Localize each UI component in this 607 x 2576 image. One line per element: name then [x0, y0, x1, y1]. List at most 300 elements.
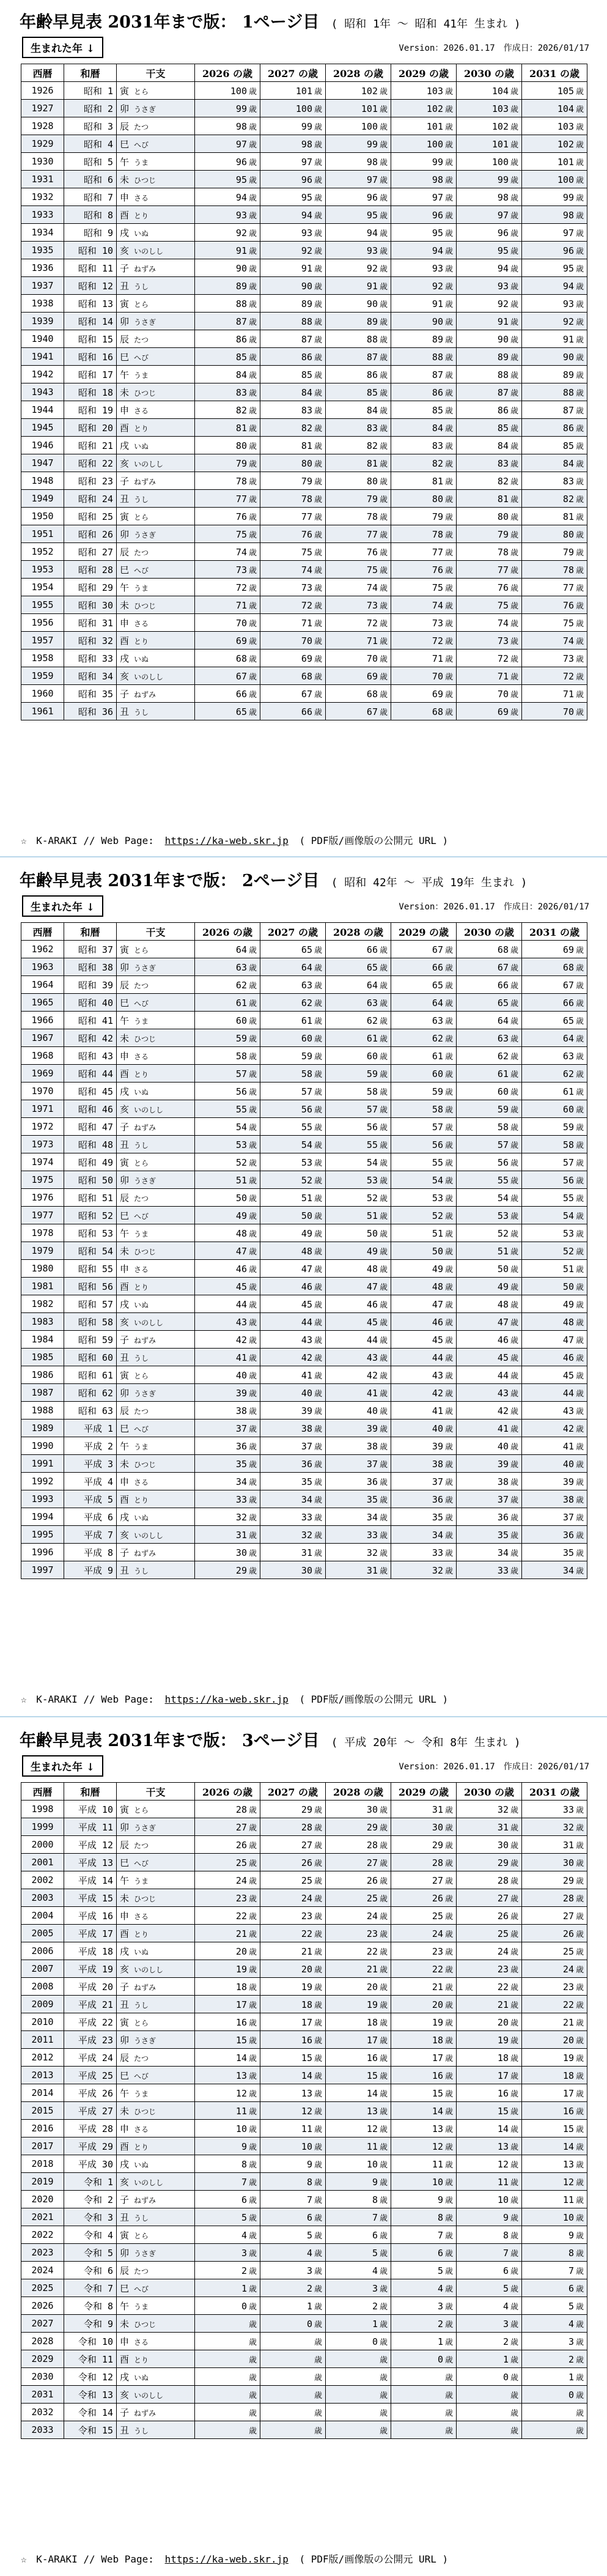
eto-kanji: 卯 [120, 1174, 130, 1186]
age-unit: 歳 [510, 2125, 518, 2134]
cell-age [195, 2315, 260, 2333]
eto-reading: ひつじ [134, 176, 156, 185]
age-unit: 歳 [575, 2000, 584, 2010]
age-unit: 歳 [444, 1876, 453, 1886]
age-unit: 歳 [510, 1034, 518, 1044]
cell-age [326, 135, 391, 153]
cell-age [522, 2315, 587, 2333]
age-unit: 歳 [379, 105, 388, 114]
cell-age [326, 313, 391, 330]
cell-age [195, 2368, 260, 2386]
cell-seireki: 1997 [21, 1561, 64, 1579]
age-unit: 歳 [510, 1478, 518, 1487]
footer-link[interactable]: https://ka-web.skr.jp [164, 835, 289, 846]
cell-age [260, 2191, 326, 2208]
cell-eto [117, 667, 195, 685]
age-value: 102 [491, 120, 509, 132]
cell-age [195, 1065, 260, 1083]
age-unit: 歳 [314, 708, 322, 717]
age-unit: 歳 [510, 2302, 518, 2312]
cell-age [391, 1437, 457, 1455]
age-value: 45 [366, 1316, 378, 1328]
cell-eto [117, 313, 195, 330]
age-unit: 歳 [510, 353, 518, 363]
age-unit: 歳 [379, 424, 388, 434]
age-value: 9 [437, 2194, 443, 2205]
cell-seireki: 1928 [21, 117, 64, 135]
eto-reading: とり [134, 637, 149, 646]
age-unit: 歳 [248, 566, 257, 576]
age-unit: 歳 [248, 672, 257, 682]
cell-age [391, 1907, 457, 1925]
eto-reading: いぬ [134, 229, 149, 238]
age-value: 65 [562, 1015, 574, 1026]
eto-reading: さる [134, 406, 149, 415]
cell-age [522, 206, 587, 224]
age-value: 56 [432, 1139, 443, 1150]
column-header: 和暦 [64, 64, 117, 82]
cell-seireki: 2031 [21, 2386, 64, 2404]
age-unit: 歳 [510, 1247, 518, 1257]
eto-kanji: 申 [120, 2123, 130, 2134]
table-row [21, 2350, 587, 2368]
age-value: 75 [562, 617, 574, 629]
cell-age [391, 2208, 457, 2226]
age-unit: 歳 [575, 708, 584, 717]
cell-seireki: 1992 [21, 1473, 64, 1490]
age-value: 78 [432, 528, 443, 540]
footer-link[interactable]: https://ka-web.skr.jp [164, 2553, 289, 2565]
cell-age [522, 1907, 587, 1925]
born-year-label: 生まれた年 ↓ [22, 1755, 103, 1777]
age-value: 25 [497, 1928, 509, 1939]
age-unit: 歳 [314, 176, 322, 185]
age-unit: 歳 [314, 2373, 322, 2383]
age-value: 3 [502, 2318, 509, 2330]
eto-reading: たつ [134, 122, 149, 131]
cell-age [457, 1836, 522, 1854]
age-unit: 歳 [379, 1460, 388, 1470]
footer-prefix: K-ARAKI // Web Page: [36, 835, 154, 846]
cell-age [522, 171, 587, 188]
age-unit: 歳 [510, 1371, 518, 1381]
age-unit: 歳 [575, 566, 584, 576]
cell-seireki: 2019 [21, 2173, 64, 2191]
cell-age [326, 1136, 391, 1153]
born-year-label: 生まれた年 ↓ [22, 895, 103, 917]
age-value: 42 [235, 1334, 247, 1345]
age-unit: 歳 [510, 672, 518, 682]
age-unit: 歳 [314, 566, 322, 576]
age-value: 37 [366, 1458, 378, 1470]
table-row [21, 206, 587, 224]
eto-reading: うし [134, 1566, 149, 1575]
age-value: 46 [497, 1334, 509, 1345]
table-row [21, 596, 587, 614]
cell-age [195, 1207, 260, 1224]
cell-wareki: 昭和 19 [64, 401, 117, 419]
age-unit: 歳 [444, 282, 453, 292]
cell-age [195, 383, 260, 401]
cell-age [260, 1295, 326, 1313]
age-value: 82 [235, 404, 247, 416]
age-unit: 歳 [248, 2267, 257, 2276]
cell-age [195, 1047, 260, 1065]
cell-age [326, 1224, 391, 1242]
cell-age [457, 941, 522, 958]
cell-age [260, 1508, 326, 1526]
page-2 [13, 859, 594, 1715]
table-row [21, 2173, 587, 2191]
cell-eto [117, 2013, 195, 2031]
age-value: 95 [366, 209, 378, 221]
age-value: 83 [497, 457, 509, 469]
cell-age [260, 1118, 326, 1136]
age-unit: 歳 [510, 1158, 518, 1168]
age-unit: 歳 [444, 1549, 453, 1558]
age-value: 67 [235, 670, 247, 682]
cell-age [457, 117, 522, 135]
age-unit: 歳 [510, 1841, 518, 1851]
cell-age [195, 2102, 260, 2120]
cell-age [391, 1171, 457, 1189]
age-value: 76 [301, 528, 312, 540]
cell-seireki: 2011 [21, 2031, 64, 2049]
cell-age [195, 543, 260, 561]
cell-age [260, 1942, 326, 1960]
table-row [21, 1366, 587, 1384]
cell-age [522, 2191, 587, 2208]
doc-title-text: 年齢早見表 2031年まで版： [20, 872, 237, 890]
age-unit: 歳 [379, 2267, 388, 2276]
age-unit: 歳 [444, 1070, 453, 1079]
age-value: 92 [432, 280, 443, 292]
cell-age [522, 135, 587, 153]
cell-age [195, 1012, 260, 1029]
eto-reading: とり [134, 424, 149, 433]
age-value: 18 [432, 2034, 443, 2046]
cell-age [391, 188, 457, 206]
cell-age [260, 1029, 326, 1047]
age-unit: 歳 [248, 1300, 257, 1310]
cell-age [522, 1561, 587, 1579]
cell-wareki: 平成 27 [64, 2102, 117, 2120]
age-value: 83 [562, 475, 574, 487]
eto-kanji: 戌 [120, 653, 130, 664]
age-value: 32 [497, 1804, 509, 1815]
cell-age [391, 579, 457, 596]
eto-kanji: 巳 [120, 2070, 130, 2081]
cell-age [522, 1818, 587, 1836]
cell-age [457, 1136, 522, 1153]
cell-seireki: 1967 [21, 1029, 64, 1047]
age-value: 22 [497, 1981, 509, 1993]
age-value: 102 [426, 103, 443, 114]
age-value: 36 [432, 1493, 443, 1505]
cell-age [391, 437, 457, 454]
cell-seireki: 2007 [21, 1960, 64, 1978]
age-unit: 歳 [248, 2071, 257, 2081]
cell-wareki: 昭和 61 [64, 1366, 117, 1384]
age-unit: 歳 [248, 105, 257, 114]
cell-eto [117, 117, 195, 135]
eto-reading: とら [134, 1371, 149, 1380]
eto-kanji: 子 [120, 475, 130, 487]
age-value: 21 [301, 1945, 312, 1957]
cell-wareki: 昭和 27 [64, 543, 117, 561]
cell-age [260, 1561, 326, 1579]
age-value: 26 [235, 1839, 247, 1851]
eto-kanji: 午 [120, 1227, 130, 1239]
age-unit: 歳 [444, 193, 453, 203]
eto-reading: とら [134, 2018, 149, 2027]
cell-age [195, 1278, 260, 1295]
age-unit: 歳 [379, 1531, 388, 1541]
eto-kanji: 亥 [120, 1103, 130, 1115]
age-value: 23 [366, 1928, 378, 1939]
age-unit: 歳 [575, 1070, 584, 1079]
age-unit: 歳 [248, 583, 257, 593]
age-unit: 歳 [510, 1016, 518, 1026]
age-unit: 歳 [248, 388, 257, 398]
cell-seireki: 2005 [21, 1925, 64, 1942]
cell-age [391, 1189, 457, 1207]
cell-eto [117, 277, 195, 295]
age-value: 71 [235, 599, 247, 611]
eto-kanji: 亥 [120, 2389, 130, 2400]
age-unit: 歳 [444, 1912, 453, 1922]
age-unit: 歳 [444, 946, 453, 955]
age-unit: 歳 [379, 1876, 388, 1886]
cell-age [195, 2350, 260, 2368]
cell-age [391, 1029, 457, 1047]
cell-age [326, 1544, 391, 1561]
age-unit: 歳 [575, 2089, 584, 2099]
age-value: 52 [366, 1192, 378, 1204]
cell-eto [117, 1100, 195, 1118]
cell-age [260, 685, 326, 703]
cell-age [326, 1349, 391, 1366]
age-unit: 歳 [314, 1495, 322, 1505]
cell-age [391, 1419, 457, 1437]
cell-eto [117, 1801, 195, 1818]
eto-kanji: 寅 [120, 2016, 130, 2028]
cell-age [457, 348, 522, 366]
cell-age [457, 1153, 522, 1171]
eto-reading: ひつじ [134, 1247, 156, 1256]
table-row [21, 1295, 587, 1313]
cell-wareki: 昭和 33 [64, 650, 117, 667]
cell-age [522, 1278, 587, 1295]
cell-age [391, 206, 457, 224]
age-value: 34 [432, 1529, 443, 1541]
cell-age [326, 1801, 391, 1818]
age-unit: 歳 [248, 1442, 257, 1452]
cell-age [326, 1100, 391, 1118]
table-row [21, 383, 587, 401]
age-value: 9 [372, 2176, 378, 2188]
cell-age [391, 2279, 457, 2297]
age-unit: 歳 [248, 1336, 257, 1345]
age-value: 21 [497, 1999, 509, 2010]
age-unit: 歳 [248, 601, 257, 611]
cell-age [457, 472, 522, 490]
age-unit: 歳 [575, 2284, 584, 2294]
cell-age [195, 1836, 260, 1854]
age-unit: 歳 [575, 1805, 584, 1815]
age-unit: 歳 [248, 1407, 257, 1416]
age-unit: 歳 [314, 1876, 322, 1886]
age-unit: 歳 [314, 335, 322, 345]
age-unit: 歳 [444, 1212, 453, 1221]
cell-age [457, 1437, 522, 1455]
age-unit: 歳 [248, 1141, 257, 1150]
age-value: 89 [301, 298, 312, 309]
age-value: 19 [235, 1963, 247, 1975]
age-value: 89 [366, 316, 378, 327]
age-value: 1 [306, 2300, 312, 2312]
age-unit: 歳 [575, 2160, 584, 2170]
age-unit: 歳 [575, 690, 584, 700]
age-value: 93 [432, 262, 443, 274]
cell-age [326, 1260, 391, 1278]
cell-age [326, 1818, 391, 1836]
age-unit: 歳 [314, 2391, 322, 2400]
cell-age [260, 1818, 326, 1836]
cell-age [457, 1278, 522, 1295]
cell-age [195, 2421, 260, 2439]
cell-age [522, 1925, 587, 1942]
age-value: 96 [366, 191, 378, 203]
age-value: 31 [235, 1529, 247, 1541]
cell-eto [117, 1349, 195, 1366]
cell-age [195, 490, 260, 508]
eto-kanji: 丑 [120, 2211, 130, 2223]
age-value: 76 [497, 582, 509, 593]
cell-age [522, 1871, 587, 1889]
age-value: 29 [432, 1839, 443, 1851]
age-unit: 歳 [379, 981, 388, 991]
cell-age [326, 490, 391, 508]
cell-age [391, 958, 457, 976]
age-unit: 歳 [444, 1141, 453, 1150]
age-unit: 歳 [314, 1389, 322, 1399]
cell-eto [117, 2279, 195, 2297]
age-value: 61 [366, 1032, 378, 1044]
age-value: 15 [497, 2105, 509, 2117]
age-unit: 歳 [575, 1894, 584, 1904]
table-row [21, 561, 587, 579]
age-value: 13 [235, 2070, 247, 2081]
cell-eto [117, 1473, 195, 1490]
cell-seireki: 1954 [21, 579, 64, 596]
eto-kanji: 卯 [120, 316, 130, 327]
age-value: 48 [366, 1263, 378, 1275]
age-unit: 歳 [510, 2267, 518, 2276]
age-value: 94 [366, 227, 378, 239]
age-value: 25 [301, 1875, 312, 1886]
cell-eto [117, 171, 195, 188]
age-unit: 歳 [314, 1549, 322, 1558]
eto-kanji: 卯 [120, 2034, 130, 2046]
cell-eto [117, 1224, 195, 1242]
cell-age [522, 1490, 587, 1508]
age-unit: 歳 [575, 1912, 584, 1922]
eto-kanji: 申 [120, 191, 130, 203]
age-unit: 歳 [248, 1016, 257, 1026]
age-unit: 歳 [575, 388, 584, 398]
age-unit: 歳 [444, 2231, 453, 2241]
cell-age [457, 2262, 522, 2279]
eto-kanji: 丑 [120, 2424, 130, 2436]
table-row [21, 1455, 587, 1473]
cell-age [522, 2226, 587, 2244]
table-row [21, 242, 587, 259]
age-unit: 歳 [314, 963, 322, 973]
cell-wareki: 昭和 26 [64, 525, 117, 543]
age-value: 38 [301, 1423, 312, 1434]
age-value: 33 [301, 1511, 312, 1523]
cell-wareki: 平成 7 [64, 1526, 117, 1544]
cell-age [522, 2368, 587, 2386]
cell-age [391, 941, 457, 958]
cell-age [457, 1224, 522, 1242]
age-value: 59 [562, 1121, 574, 1133]
age-unit: 歳 [248, 2320, 257, 2330]
cell-age [391, 2031, 457, 2049]
age-unit: 歳 [575, 2178, 584, 2188]
cell-age [457, 313, 522, 330]
age-unit: 歳 [314, 442, 322, 451]
cell-age [260, 508, 326, 525]
cell-age [391, 1136, 457, 1153]
age-value: 69 [562, 944, 574, 955]
age-value: 67 [366, 706, 378, 717]
age-value: 14 [497, 2123, 509, 2134]
cell-age [457, 1978, 522, 1996]
cell-eto [117, 1925, 195, 1942]
cell-seireki: 1955 [21, 596, 64, 614]
cell-seireki: 2014 [21, 2084, 64, 2102]
cell-wareki: 昭和 35 [64, 685, 117, 703]
eto-kanji: 酉 [120, 1493, 130, 1505]
age-value: 22 [562, 1999, 574, 2010]
cell-age [195, 2226, 260, 2244]
age-unit: 歳 [314, 1531, 322, 1541]
age-unit: 歳 [575, 963, 584, 973]
cell-age [326, 1242, 391, 1260]
cell-eto [117, 1295, 195, 1313]
age-value: 37 [301, 1440, 312, 1452]
eto-kanji: 亥 [120, 1316, 130, 1328]
age-unit: 歳 [248, 2355, 257, 2365]
eto-reading: たつ [134, 1841, 149, 1850]
age-unit: 歳 [379, 1176, 388, 1186]
age-unit: 歳 [575, 548, 584, 558]
age-unit: 歳 [510, 2142, 518, 2152]
cell-seireki: 1929 [21, 135, 64, 153]
age-unit: 歳 [510, 2107, 518, 2117]
cell-eto [117, 2049, 195, 2067]
eto-kanji: 辰 [120, 120, 130, 132]
age-unit: 歳 [379, 2249, 388, 2259]
footer-link[interactable]: https://ka-web.skr.jp [164, 1693, 289, 1705]
age-value: 73 [301, 582, 312, 593]
cell-age [522, 490, 587, 508]
age-value: 24 [497, 1945, 509, 1957]
cell-seireki: 1995 [21, 1526, 64, 1544]
cell-age [457, 206, 522, 224]
